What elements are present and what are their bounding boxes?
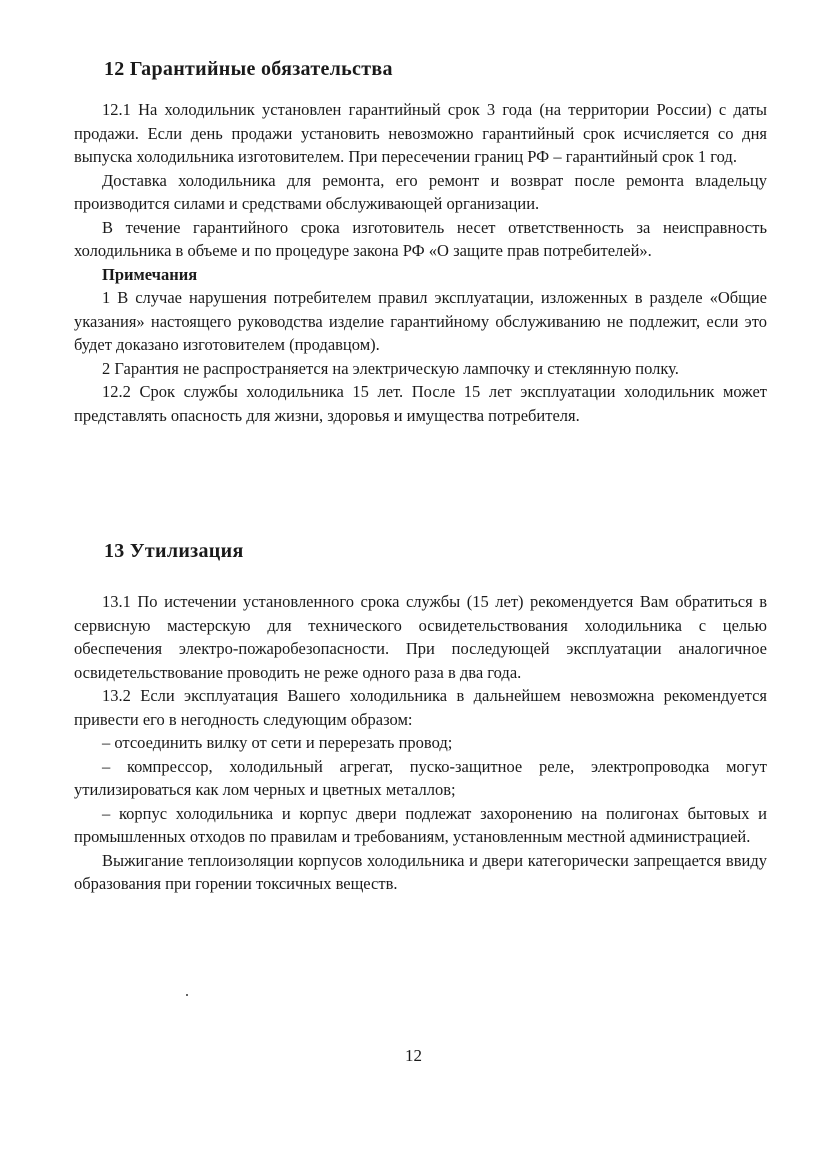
paragraph-12-2: 12.2 Срок службы холодильника 15 лет. После 15 лет эксплуатации холодильник может представлять опасность для жизни, здоровья и имущества потребителя. <box>74 382 767 425</box>
notes-heading: Примечания <box>102 264 198 284</box>
paragraph-delivery: Доставка холодильника для ремонта, его ремонт и возврат после ремонта владельцу производится силами и средствами обслуживающей организации. <box>74 170 767 213</box>
note-2: 2 Гарантия не распространяется на электрическую лампочку и стеклянную полку. <box>102 358 679 378</box>
paragraph-12-1: 12.1 На холодильник установлен гарантийный срок 3 года (на территории России) с даты продажи. Если день продажи установить невозможно гарантийный срок исчисляется со дня выпуска холодильника изготовителем. При пересечении границ РФ – гарантийный срок 1 год. <box>74 100 767 166</box>
section-12-body <box>74 98 767 427</box>
scan-speck <box>186 994 188 996</box>
list-item-plug: – отсоединить вилку от сети и перерезать провод; <box>102 733 453 752</box>
paragraph-13-1: 13.1 По истечении установленного срока службы (15 лет) рекомендуется Вам обратиться в сервисную мастерскую для технического освидетельствования холодильника с целью обеспечения электро-пожаробезопасности. При последующей эксплуатации аналогичное освидетельствование проводить не реже одного раза в два года. <box>74 592 767 682</box>
list-item-compressor: – компрессор, холодильный агрегат, пуско-защитное реле, электропроводка могут утилизироваться как лом черных и цветных металлов; <box>74 756 767 799</box>
paragraph-burning: Выжигание теплоизоляции корпусов холодильника и двери категорически запрещается ввиду образования при горении токсичных веществ. <box>74 850 767 893</box>
paragraph-13-2: 13.2 Если эксплуатация Вашего холодильника в дальнейшем невозможна рекомендуется привести его в негодность следующим образом: <box>74 686 767 729</box>
note-1: 1 В случае нарушения потребителем правил эксплуатации, изложенных в разделе «Общие указания» настоящего руководства изделие гарантийному обслуживанию не подлежит, если это будет доказано изготовителем (продавцом). <box>74 288 767 354</box>
paragraph-responsibility: В течение гарантийного срока изготовитель несет ответственность за неисправность холодильника в объеме и по процедуре закона РФ «О защите прав потребителей». <box>74 217 767 260</box>
page-number: 12 <box>405 1046 422 1065</box>
section-13-heading: 13 Утилизация <box>104 540 244 562</box>
section-12-heading: 12 Гарантийные обязательства <box>104 58 393 80</box>
section-13-body <box>74 590 767 896</box>
list-item-housing: – корпус холодильника и корпус двери подлежат захоронению на полигонах бытовых и промышленных отходов по правилам и требованиям, установленным местной администрацией. <box>74 803 767 846</box>
